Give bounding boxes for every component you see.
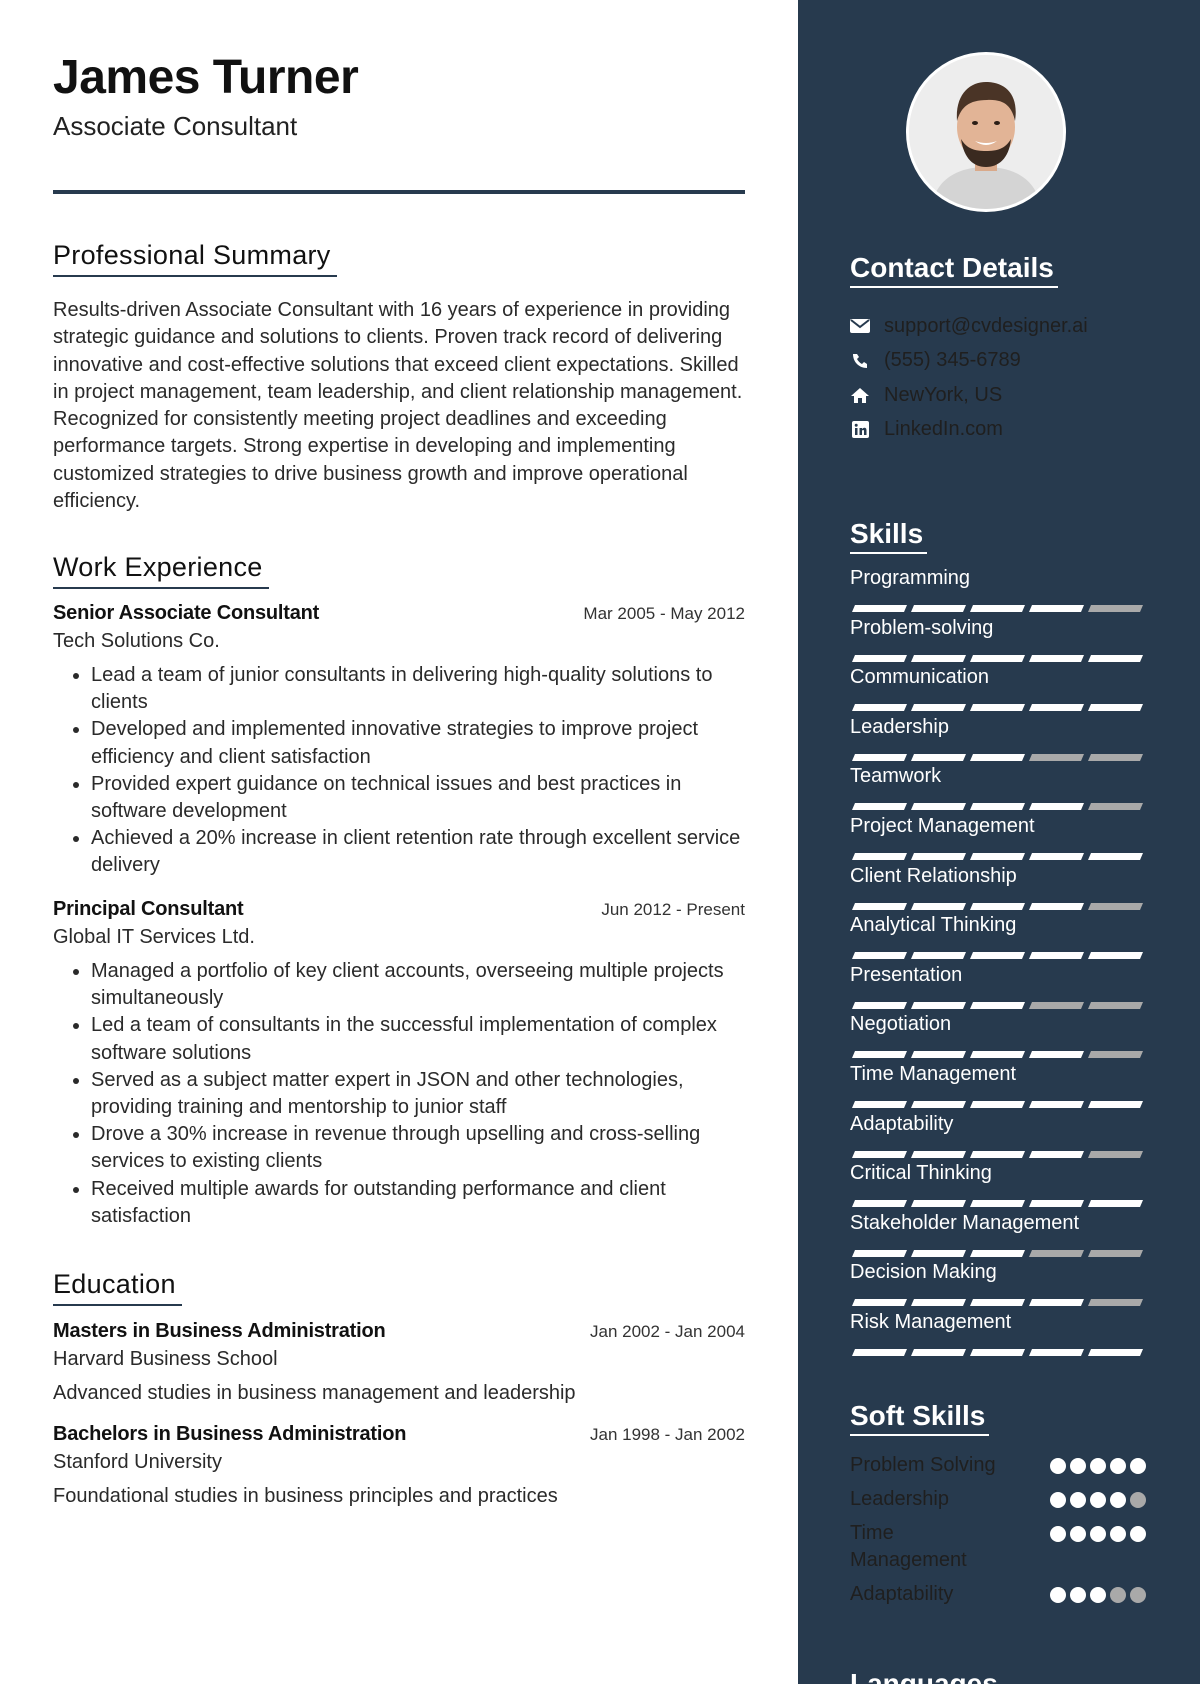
school-name: Stanford University [53,1451,222,1473]
job-bullet: • Provided expert guidance on technical issues and best practices in software development [91,771,745,825]
skill-level-segment [852,1200,907,1207]
skill-name: Decision Making [850,1261,997,1284]
skill-level-segment [970,704,1025,711]
rating-dot [1050,1458,1066,1474]
skill-name: Negotiation [850,1013,952,1036]
job-dates: Jun 2012 - Present [601,900,745,919]
soft-skill-rating [1050,1526,1146,1542]
skill-level-bar [852,1101,1146,1109]
skill-level-segment [1029,1151,1084,1158]
skill-level-segment [852,903,907,910]
skill-level-segment [1088,853,1143,860]
skill-name: Stakeholder Management [850,1211,1080,1234]
skill-level-segment [852,952,907,959]
contact-email-text: support@cvdesigner.ai [884,314,1088,337]
skill-level-segment [852,1349,907,1356]
job-role: Senior Associate Consultant [53,602,320,624]
skill-level-segment [1088,1349,1143,1356]
skill-name: Communication [850,666,989,689]
job-entry [53,898,745,1230]
skill-level-segment [1029,1250,1084,1257]
skill-item [850,1261,1146,1311]
soft-skill-rating [1050,1492,1146,1508]
skill-level-segment [911,1299,966,1306]
skill-item [850,1063,1146,1113]
skill-level-segment [970,952,1025,959]
contact-linkedin[interactable] [850,413,1088,448]
skill-level-bar [852,803,1146,811]
skill-level-segment [852,853,907,860]
skill-level-segment [1029,803,1084,810]
skill-level-segment [1088,1151,1143,1158]
skill-level-bar [852,1299,1146,1307]
degree-name: Bachelors in Business Administration [53,1423,407,1445]
candidate-name: James Turner [53,51,359,104]
avatar-portrait [909,55,1063,209]
skill-level-segment [911,1250,966,1257]
skills-list [850,567,1146,1361]
skill-level-segment [1029,1299,1084,1306]
skill-level-segment [911,1002,966,1009]
skill-level-segment [911,903,966,910]
rating-dot [1050,1492,1066,1508]
skill-item [850,1311,1146,1361]
section-heading-contact: Contact Details [850,252,1058,288]
section-heading-experience: Work Experience [53,552,269,589]
rating-dot [1070,1492,1086,1508]
skill-level-segment [911,853,966,860]
skill-level-segment [1088,1051,1143,1058]
skill-name: Teamwork [850,765,942,788]
skill-item [850,765,1146,815]
skill-item [850,1212,1146,1262]
skill-level-segment [911,605,966,612]
skill-level-bar [852,1051,1146,1059]
skill-level-segment [1088,754,1143,761]
skill-level-segment [911,1200,966,1207]
skill-level-segment [970,1349,1025,1356]
job-bullet: • Lead a team of junior consultants in delivering high-quality solutions to clients [91,662,745,716]
skill-item [850,1013,1146,1063]
skill-level-bar [852,704,1146,712]
job-bullet: • Developed and implemented innovative strategies to improve project efficiency and client satisfaction [91,716,745,770]
rating-dot [1110,1458,1126,1474]
linkedin-icon [850,420,870,440]
skill-level-segment [970,1002,1025,1009]
skill-level-segment [852,754,907,761]
skill-level-segment [1029,605,1084,612]
job-company: Tech Solutions Co. [53,630,220,652]
skill-level-segment [1029,754,1084,761]
summary-text: Results-driven Associate Consultant with 16 years of experience in providing strategic guidance and solutions to clients. Proven track record of delivering innovative and cost-effective solutions that exceed client expectations. Skilled in project management, team leadership, and client relationship management. Recognized for consistently meeting project deadlines and exceeding performance targets. Strong expertise in developing and implementing customized strategies to drive business growth and improve operational efficiency. [53,299,743,513]
soft-skill-item [850,1486,1146,1513]
skill-level-segment [852,1101,907,1108]
soft-skill-name: Adaptability [850,1583,954,1605]
rating-dot [1110,1587,1126,1603]
contact-linkedin-text: LinkedIn.com [884,418,1003,441]
skill-level-segment [1029,903,1084,910]
contact-phone[interactable] [850,344,1088,379]
skill-level-segment [970,853,1025,860]
soft-skill-name: Leadership [850,1488,949,1510]
envelope-icon [850,316,870,336]
job-bullets [53,958,745,1230]
skill-name: Client Relationship [850,864,1017,887]
skill-level-segment [911,704,966,711]
skill-level-segment [1029,1200,1084,1207]
skill-name: Critical Thinking [850,1162,992,1185]
skill-item [850,617,1146,667]
skill-level-segment [1029,1101,1084,1108]
job-company: Global IT Services Ltd. [53,926,255,948]
skill-name: Programming [850,567,971,589]
skill-level-segment [1088,1101,1143,1108]
skill-level-bar [852,1200,1146,1208]
degree-name: Masters in Business Administration [53,1320,386,1342]
skill-level-segment [911,1101,966,1108]
soft-skill-item [850,1520,1146,1574]
skill-level-segment [1088,803,1143,810]
rating-dot [1070,1458,1086,1474]
rating-dot [1110,1492,1126,1508]
skill-level-segment [852,1002,907,1009]
skill-level-segment [911,1349,966,1356]
education-entry [53,1423,745,1508]
skill-item [850,666,1146,716]
soft-skill-rating [1050,1458,1146,1474]
skill-level-segment [1088,903,1143,910]
skill-level-bar [852,1250,1146,1258]
skill-name: Time Management [850,1062,1016,1085]
skill-level-segment [970,1051,1025,1058]
education-description: Foundational studies in business principles and practices [53,1485,558,1507]
skill-level-segment [1088,605,1143,612]
rating-dot [1110,1526,1126,1542]
skill-level-bar [852,1349,1146,1357]
skill-item [850,567,1146,617]
skill-name: Leadership [850,715,949,738]
skill-item [850,914,1146,964]
skill-level-segment [1029,1051,1084,1058]
rating-dot [1070,1587,1086,1603]
section-heading-languages: Languages [850,1668,1002,1704]
rating-dot [1050,1526,1066,1542]
skill-level-segment [970,903,1025,910]
header-divider [53,190,745,194]
skill-level-segment [970,655,1025,662]
rating-dot [1050,1587,1066,1603]
skill-level-segment [1029,853,1084,860]
soft-skill-name: Problem Solving [850,1454,996,1476]
job-bullet: • Led a team of consultants in the successful implementation of complex software solutions [91,1012,745,1066]
candidate-title: Associate Consultant [53,111,298,141]
skill-level-segment [1088,1250,1143,1257]
phone-icon [850,351,870,371]
skill-level-bar [852,903,1146,911]
skill-level-bar [852,754,1146,762]
skill-level-segment [852,803,907,810]
soft-skill-rating [1050,1587,1146,1603]
rating-dot [1130,1587,1146,1603]
rating-dot [1130,1526,1146,1542]
skill-level-segment [911,1151,966,1158]
school-name: Harvard Business School [53,1348,278,1370]
skill-level-segment [970,605,1025,612]
skill-level-segment [911,803,966,810]
rating-dot [1090,1587,1106,1603]
skill-level-segment [911,1051,966,1058]
rating-dot [1090,1526,1106,1542]
job-role: Principal Consultant [53,898,244,920]
skill-level-bar [852,1002,1146,1010]
skill-item [850,964,1146,1014]
skill-item [850,716,1146,766]
skill-item [850,815,1146,865]
job-dates: Mar 2005 - May 2012 [583,604,745,623]
contact-list [850,309,1088,447]
skill-level-segment [1029,704,1084,711]
skill-level-segment [852,1151,907,1158]
skill-level-segment [1088,952,1143,959]
skill-name: Risk Management [850,1310,1012,1333]
job-entry [53,602,745,880]
rating-dot [1130,1458,1146,1474]
education-description: Advanced studies in business management and leadership [53,1382,576,1404]
skill-level-segment [1029,952,1084,959]
skill-level-segment [1088,704,1143,711]
skill-level-segment [852,1299,907,1306]
skill-level-segment [911,754,966,761]
profile-photo [906,52,1066,212]
skill-level-bar [852,655,1146,663]
contact-location [850,378,1088,413]
skill-level-segment [970,1200,1025,1207]
skill-name: Analytical Thinking [850,914,1017,937]
soft-skill-name: Time Management [850,1522,967,1571]
rating-dot [1130,1492,1146,1508]
contact-email[interactable] [850,309,1088,344]
skill-level-segment [970,1299,1025,1306]
home-icon [850,385,870,405]
job-bullet: • Achieved a 20% increase in client retention rate through excellent service delivery [91,825,745,879]
skill-level-bar [852,605,1146,613]
section-heading-education: Education [53,1269,182,1306]
section-heading-summary: Professional Summary [53,240,337,277]
skill-name: Presentation [850,963,963,986]
skill-level-segment [970,1250,1025,1257]
skill-level-segment [911,655,966,662]
skill-name: Project Management [850,814,1035,837]
skill-level-bar [852,853,1146,861]
skill-level-segment [970,1101,1025,1108]
skill-level-segment [970,803,1025,810]
rating-dot [1090,1492,1106,1508]
skill-level-segment [970,754,1025,761]
rating-dot [1070,1526,1086,1542]
skill-level-segment [1088,1002,1143,1009]
skill-level-segment [1029,655,1084,662]
education-dates: Jan 2002 - Jan 2004 [589,1322,745,1341]
job-bullet: • Served as a subject matter expert in JSON and other technologies, providing training and mentorship to junior staff [91,1067,745,1121]
skill-level-segment [852,704,907,711]
soft-skill-item [850,1452,1146,1479]
skill-level-segment [1088,1200,1143,1207]
soft-skill-item [850,1581,1146,1608]
education-entry [53,1320,745,1405]
job-bullet: • Drove a 30% increase in revenue through upselling and cross-selling services to existing clients [91,1121,745,1175]
section-heading-skills: Skills [850,518,927,554]
skill-level-segment [970,1151,1025,1158]
skill-level-bar [852,1151,1146,1159]
skill-item [850,865,1146,915]
skill-level-segment [1088,1299,1143,1306]
job-bullet: • Managed a portfolio of key client accounts, overseeing multiple projects simultaneously [91,958,745,1012]
soft-skills-list [850,1452,1146,1615]
skill-item [850,1113,1146,1163]
skill-level-segment [1029,1349,1084,1356]
job-bullets [53,662,745,880]
contact-location-text: NewYork, US [884,383,1003,406]
skill-level-segment [1088,655,1143,662]
skill-level-bar [852,952,1146,960]
skill-name: Adaptability [850,1112,954,1135]
section-heading-soft-skills: Soft Skills [850,1400,989,1436]
skill-level-segment [852,1051,907,1058]
skill-level-segment [852,605,907,612]
skill-name: Problem-solving [850,616,994,639]
job-bullet: • Received multiple awards for outstanding performance and client satisfaction [91,1176,745,1230]
skill-level-segment [852,655,907,662]
skill-item [850,1162,1146,1212]
skill-level-segment [1029,1002,1084,1009]
skill-level-segment [852,1250,907,1257]
education-dates: Jan 1998 - Jan 2002 [589,1425,745,1444]
contact-phone-text: (555) 345-6789 [884,349,1021,372]
skill-level-segment [911,952,966,959]
rating-dot [1090,1458,1106,1474]
